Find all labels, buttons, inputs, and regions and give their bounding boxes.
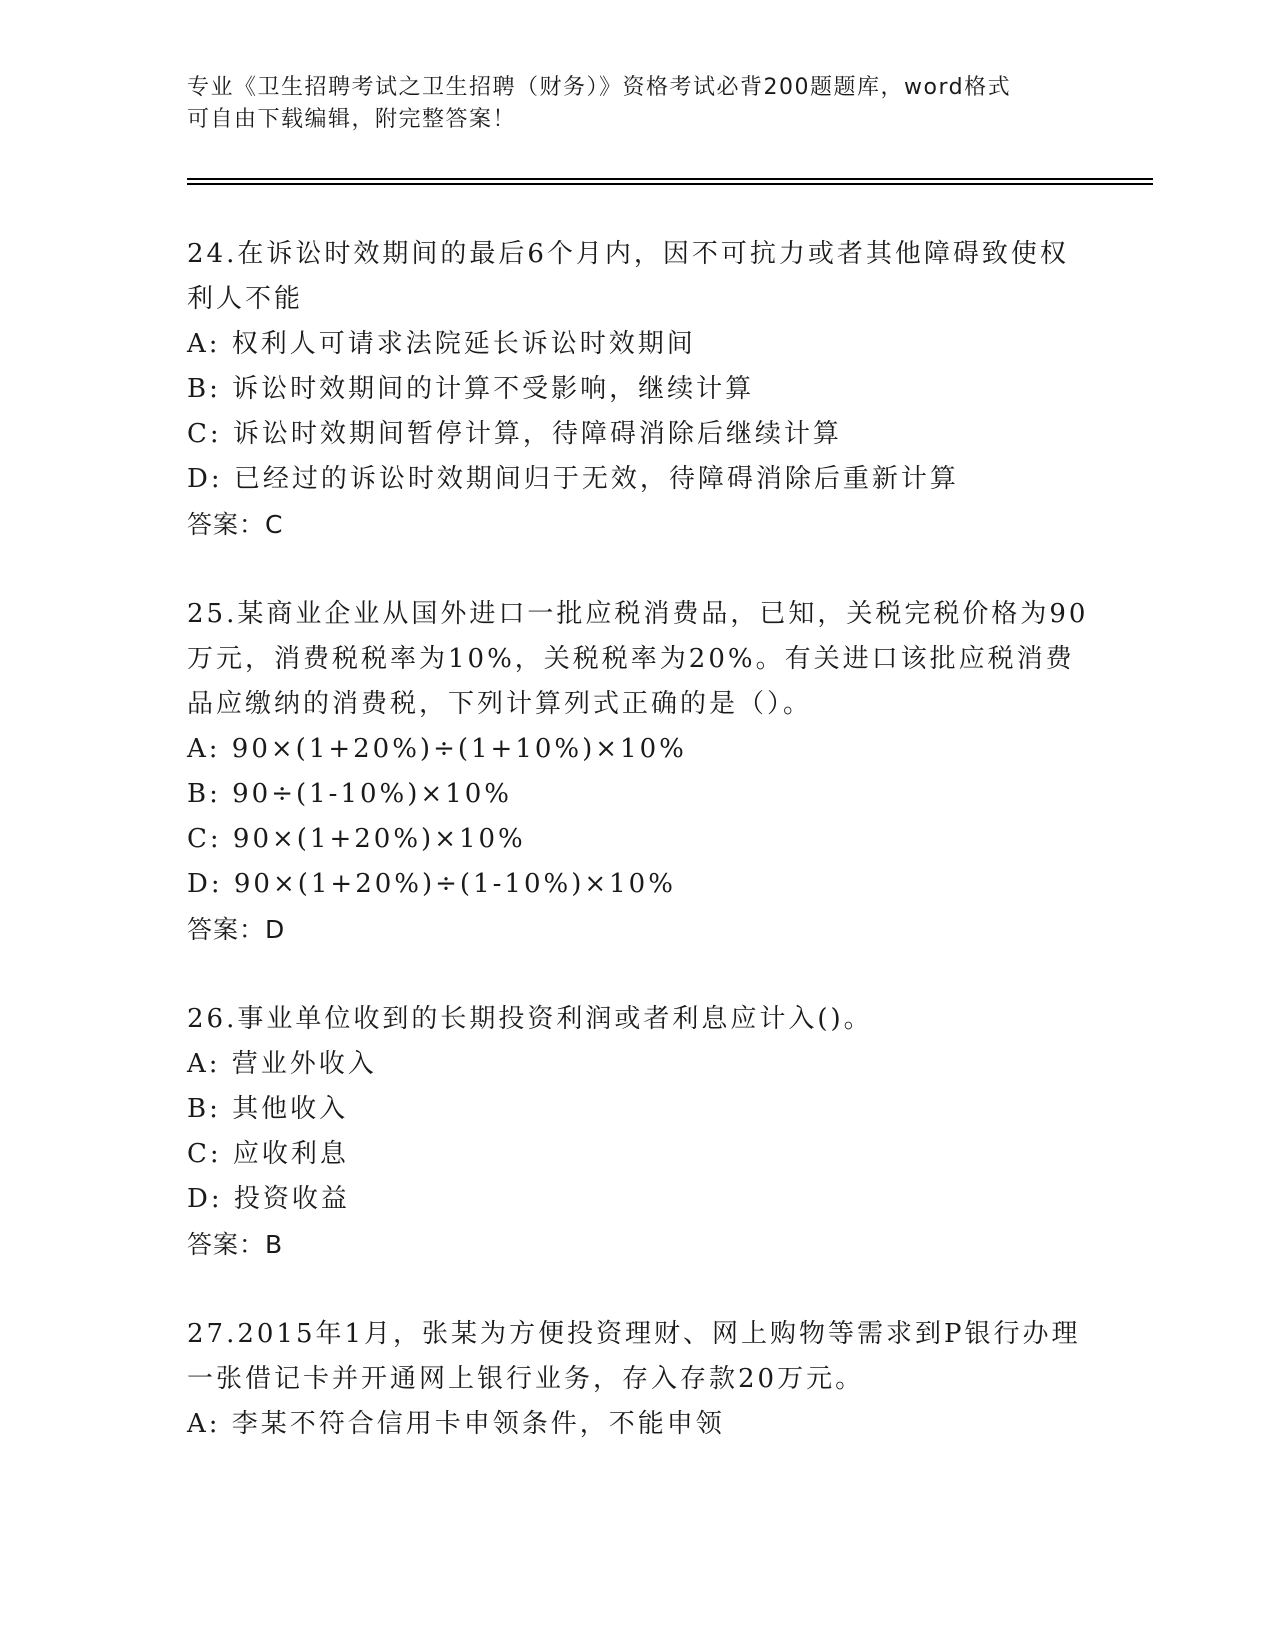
question-stem-line: 24.在诉讼时效期间的最后6个月内，因不可抗力或者其他障碍致使权 — [187, 239, 1069, 269]
question-27 — [187, 1312, 1087, 1447]
header-line: 可自由下载编辑，附完整答案！ — [187, 107, 517, 132]
question-stem — [187, 592, 1087, 727]
question-26 — [187, 997, 1087, 1268]
question-stem — [187, 997, 1087, 1042]
document-header — [187, 72, 1087, 136]
option-b: B: 诉讼时效期间的计算不受影响，继续计算 — [187, 374, 755, 404]
option-d: D: 投资收益 — [187, 1184, 350, 1214]
header-line: 专业《卫生招聘考试之卫生招聘（财务）》资格考试必背200题题库，word格式 — [187, 75, 1012, 100]
option-a: A: 90×(1+20%)÷(1+10%)×10% — [187, 734, 687, 764]
question-stem-line: 25.某商业企业从国外进口一批应税消费品，已知，关税完税价格为90 — [187, 599, 1089, 629]
question-list — [187, 232, 1087, 1491]
question-stem — [187, 1312, 1087, 1402]
question-25 — [187, 592, 1087, 953]
option-c: C: 诉讼时效期间暂停计算，待障碍消除后继续计算 — [187, 419, 842, 449]
option-a: A: 李某不符合信用卡申领条件，不能申领 — [187, 1409, 725, 1439]
question-stem-line: 26.事业单位收到的长期投资利润或者利息应计入()。 — [187, 1004, 873, 1034]
question-stem-line: 27.2015年1月，张某为方便投资理财、网上购物等需求到P银行办理 — [187, 1319, 1081, 1349]
question-stem-line: 利人不能 — [187, 284, 304, 314]
option-d: D: 90×(1+20%)÷(1-10%)×10% — [187, 869, 676, 899]
question-24 — [187, 232, 1087, 548]
header-divider-bottom — [187, 183, 1153, 185]
answer-label: 答案：D — [187, 915, 286, 944]
option-a: A: 营业外收入 — [187, 1049, 377, 1079]
option-c: C: 90×(1+20%)×10% — [187, 824, 526, 854]
question-stem — [187, 232, 1087, 322]
question-stem-line: 品应缴纳的消费税，下列计算列式正确的是（）。 — [187, 689, 813, 719]
option-b: B: 90÷(1-10%)×10% — [187, 779, 512, 809]
option-b: B: 其他收入 — [187, 1094, 349, 1124]
option-d: D: 已经过的诉讼时效期间归于无效，待障碍消除后重新计算 — [187, 464, 959, 494]
option-a: A: 权利人可请求法院延长诉讼时效期间 — [187, 329, 696, 359]
question-stem-line: 一张借记卡并开通网上银行业务，存入存款20万元。 — [187, 1364, 865, 1394]
header-divider-top — [187, 178, 1153, 180]
answer-label: 答案：B — [187, 1230, 284, 1259]
option-c: C: 应收利息 — [187, 1139, 349, 1169]
answer-label: 答案：C — [187, 510, 284, 539]
question-stem-line: 万元，消费税税率为10%，关税税率为20%。有关进口该批应税消费 — [187, 644, 1075, 674]
